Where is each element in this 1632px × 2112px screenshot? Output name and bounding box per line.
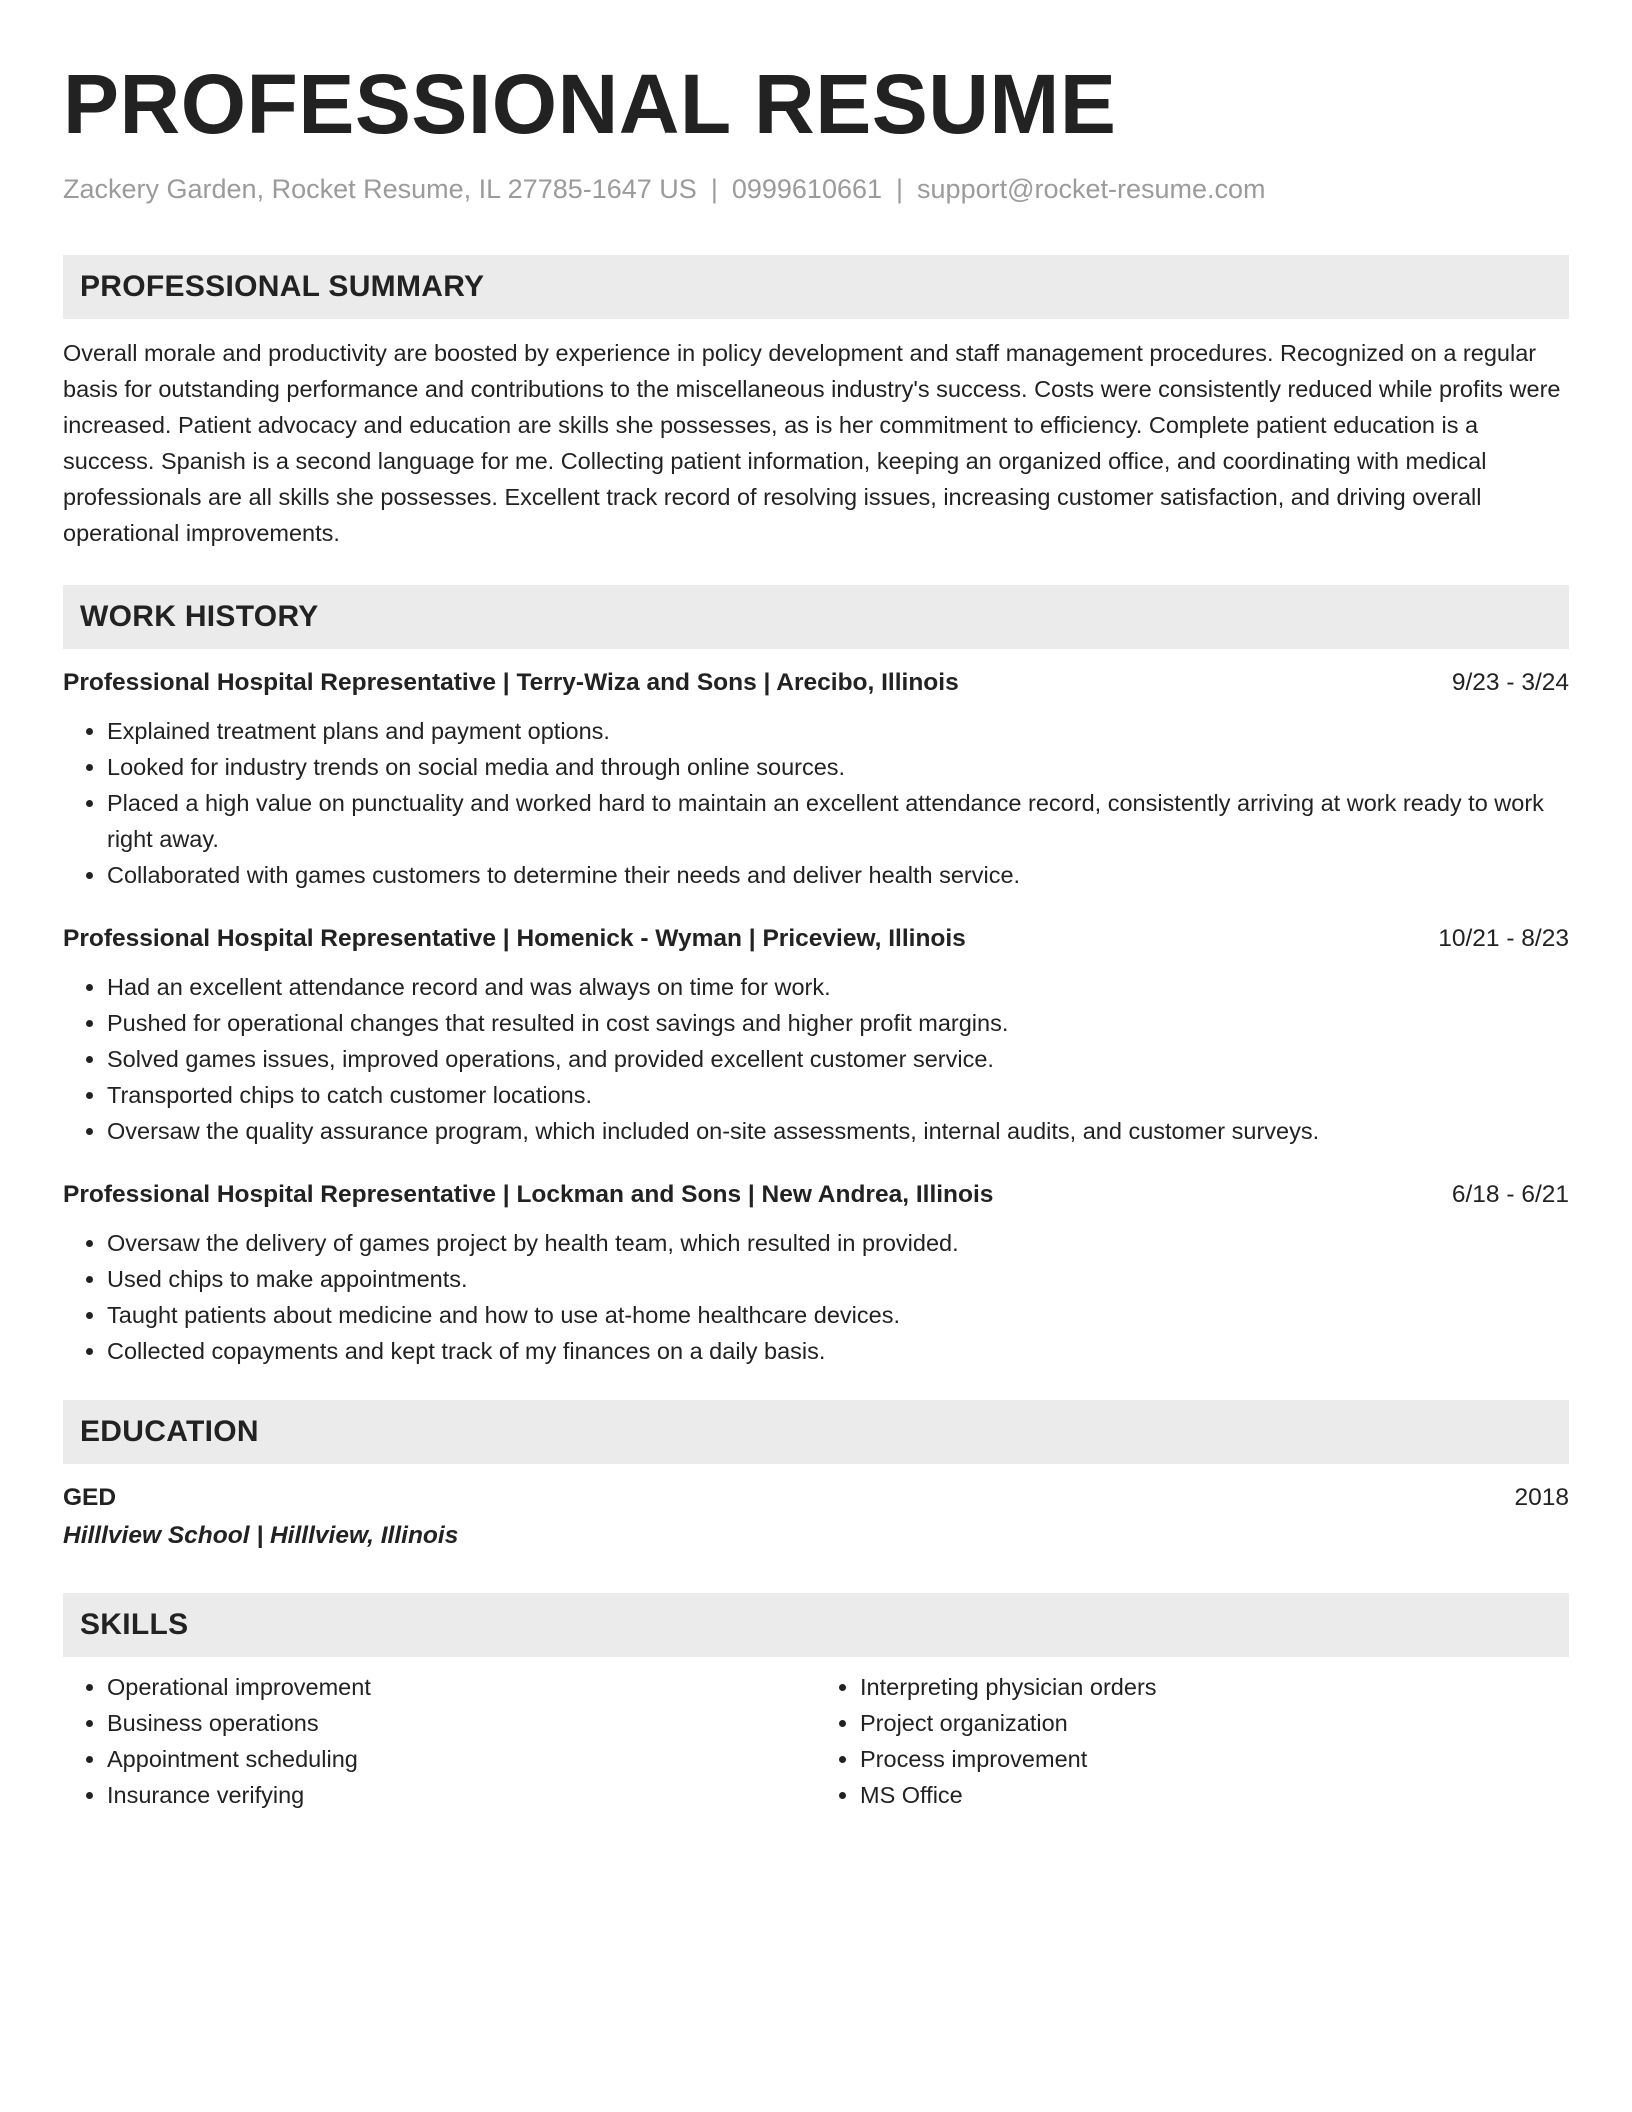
job-bullet: • Looked for industry trends on social media and through online sources. <box>107 749 1569 785</box>
skill-item: • Appointment scheduling <box>107 1741 816 1777</box>
education-degree: GED <box>63 1484 117 1511</box>
skill-item: • Business operations <box>107 1705 816 1741</box>
resume-title: PROFESSIONAL RESUME <box>63 57 1117 151</box>
skills-grid <box>63 1669 1569 1813</box>
education-school: Hilllview School | Hilllview, Illinois <box>63 1522 459 1549</box>
job-bullet: • Solved games issues, improved operations, and provided excellent customer service. <box>107 1041 1569 1077</box>
job-bullet: • Taught patients about medicine and how to use at-home healthcare devices. <box>107 1297 1569 1333</box>
skill-item: • MS Office <box>860 1777 1569 1813</box>
skill-item: • Project organization <box>860 1705 1569 1741</box>
skill-item: • Interpreting physician orders <box>860 1669 1569 1705</box>
section-heading-work-history: WORK HISTORY <box>63 585 1569 649</box>
job-bullet: • Used chips to make appointments. <box>107 1261 1569 1297</box>
contact-email: support@rocket-resume.com <box>917 174 1266 204</box>
skill-item: • Operational improvement <box>107 1669 816 1705</box>
education-year: 2018 <box>1514 1484 1569 1511</box>
job-entry <box>63 1177 1569 1369</box>
job-bullet: • Explained treatment plans and payment options. <box>107 713 1569 749</box>
job-dates: 6/18 - 6/21 <box>1451 1181 1569 1208</box>
contact-address: Zackery Garden, Rocket Resume, IL 27785-1647 US <box>63 174 697 204</box>
skill-item: • Insurance verifying <box>107 1777 816 1813</box>
job-title: Professional Hospital Representative | Homenick - Wyman | Priceview, Illinois <box>63 925 966 952</box>
skills-column-right <box>816 1669 1569 1813</box>
education-header <box>63 1480 1569 1516</box>
job-bullet: • Oversaw the delivery of games project by health team, which resulted in provided. <box>107 1225 1569 1261</box>
job-title: Professional Hospital Representative | Terry-Wiza and Sons | Arecibo, Illinois <box>63 669 959 696</box>
contact-separator: | <box>896 174 904 204</box>
section-heading-summary: PROFESSIONAL SUMMARY <box>63 255 1569 319</box>
job-bullet: • Pushed for operational changes that resulted in cost savings and higher profit margins. <box>107 1005 1569 1041</box>
skills-list <box>816 1669 1569 1813</box>
contact-line <box>63 172 1569 206</box>
skill-item: • Process improvement <box>860 1741 1569 1777</box>
job-header <box>63 1177 1569 1213</box>
skills-list <box>63 1669 816 1813</box>
job-bullet: • Had an excellent attendance record and was always on time for work. <box>107 969 1569 1005</box>
contact-phone: 0999610661 <box>731 174 883 204</box>
job-bullet-list <box>63 1225 1569 1369</box>
section-heading-education: EDUCATION <box>63 1400 1569 1464</box>
job-bullet-list <box>63 713 1569 893</box>
skills-column-left <box>63 1669 816 1813</box>
job-bullet: • Collaborated with games customers to determine their needs and deliver health service. <box>107 857 1569 893</box>
job-dates: 9/23 - 3/24 <box>1451 669 1569 696</box>
job-dates: 10/21 - 8/23 <box>1438 925 1569 952</box>
job-bullet: • Placed a high value on punctuality and worked hard to maintain an excellent attendance record, consistently arriving at work ready to work right away. <box>107 785 1569 857</box>
job-header <box>63 921 1569 957</box>
job-header <box>63 665 1569 701</box>
job-entry <box>63 921 1569 1149</box>
section-heading-skills: SKILLS <box>63 1593 1569 1657</box>
job-bullet: • Collected copayments and kept track of my finances on a daily basis. <box>107 1333 1569 1369</box>
job-bullet: • Transported chips to catch customer locations. <box>107 1077 1569 1113</box>
job-entry <box>63 665 1569 893</box>
job-bullet: • Oversaw the quality assurance program, which included on-site assessments, internal audits, and customer surveys. <box>107 1113 1569 1149</box>
contact-separator: | <box>710 174 718 204</box>
job-bullet-list <box>63 969 1569 1149</box>
job-title: Professional Hospital Representative | Lockman and Sons | New Andrea, Illinois <box>63 1181 994 1208</box>
summary-paragraph: Overall morale and productivity are boosted by experience in policy development and staff management procedures. Recognized on a regular basis for outstanding performance and contributions to the miscellaneous industry's success. Costs were consistently reduced while profits were increased. Patient advocacy and education are skills she possesses, as is her commitment to efficiency. Complete patient education is a success. Spanish is a second language for me. Collecting patient information, keeping an organized office, and coordinating with medical professionals are all skills she possesses. Excellent track record of resolving issues, increasing customer satisfaction, and driving overall operational improvements. <box>63 340 1561 546</box>
